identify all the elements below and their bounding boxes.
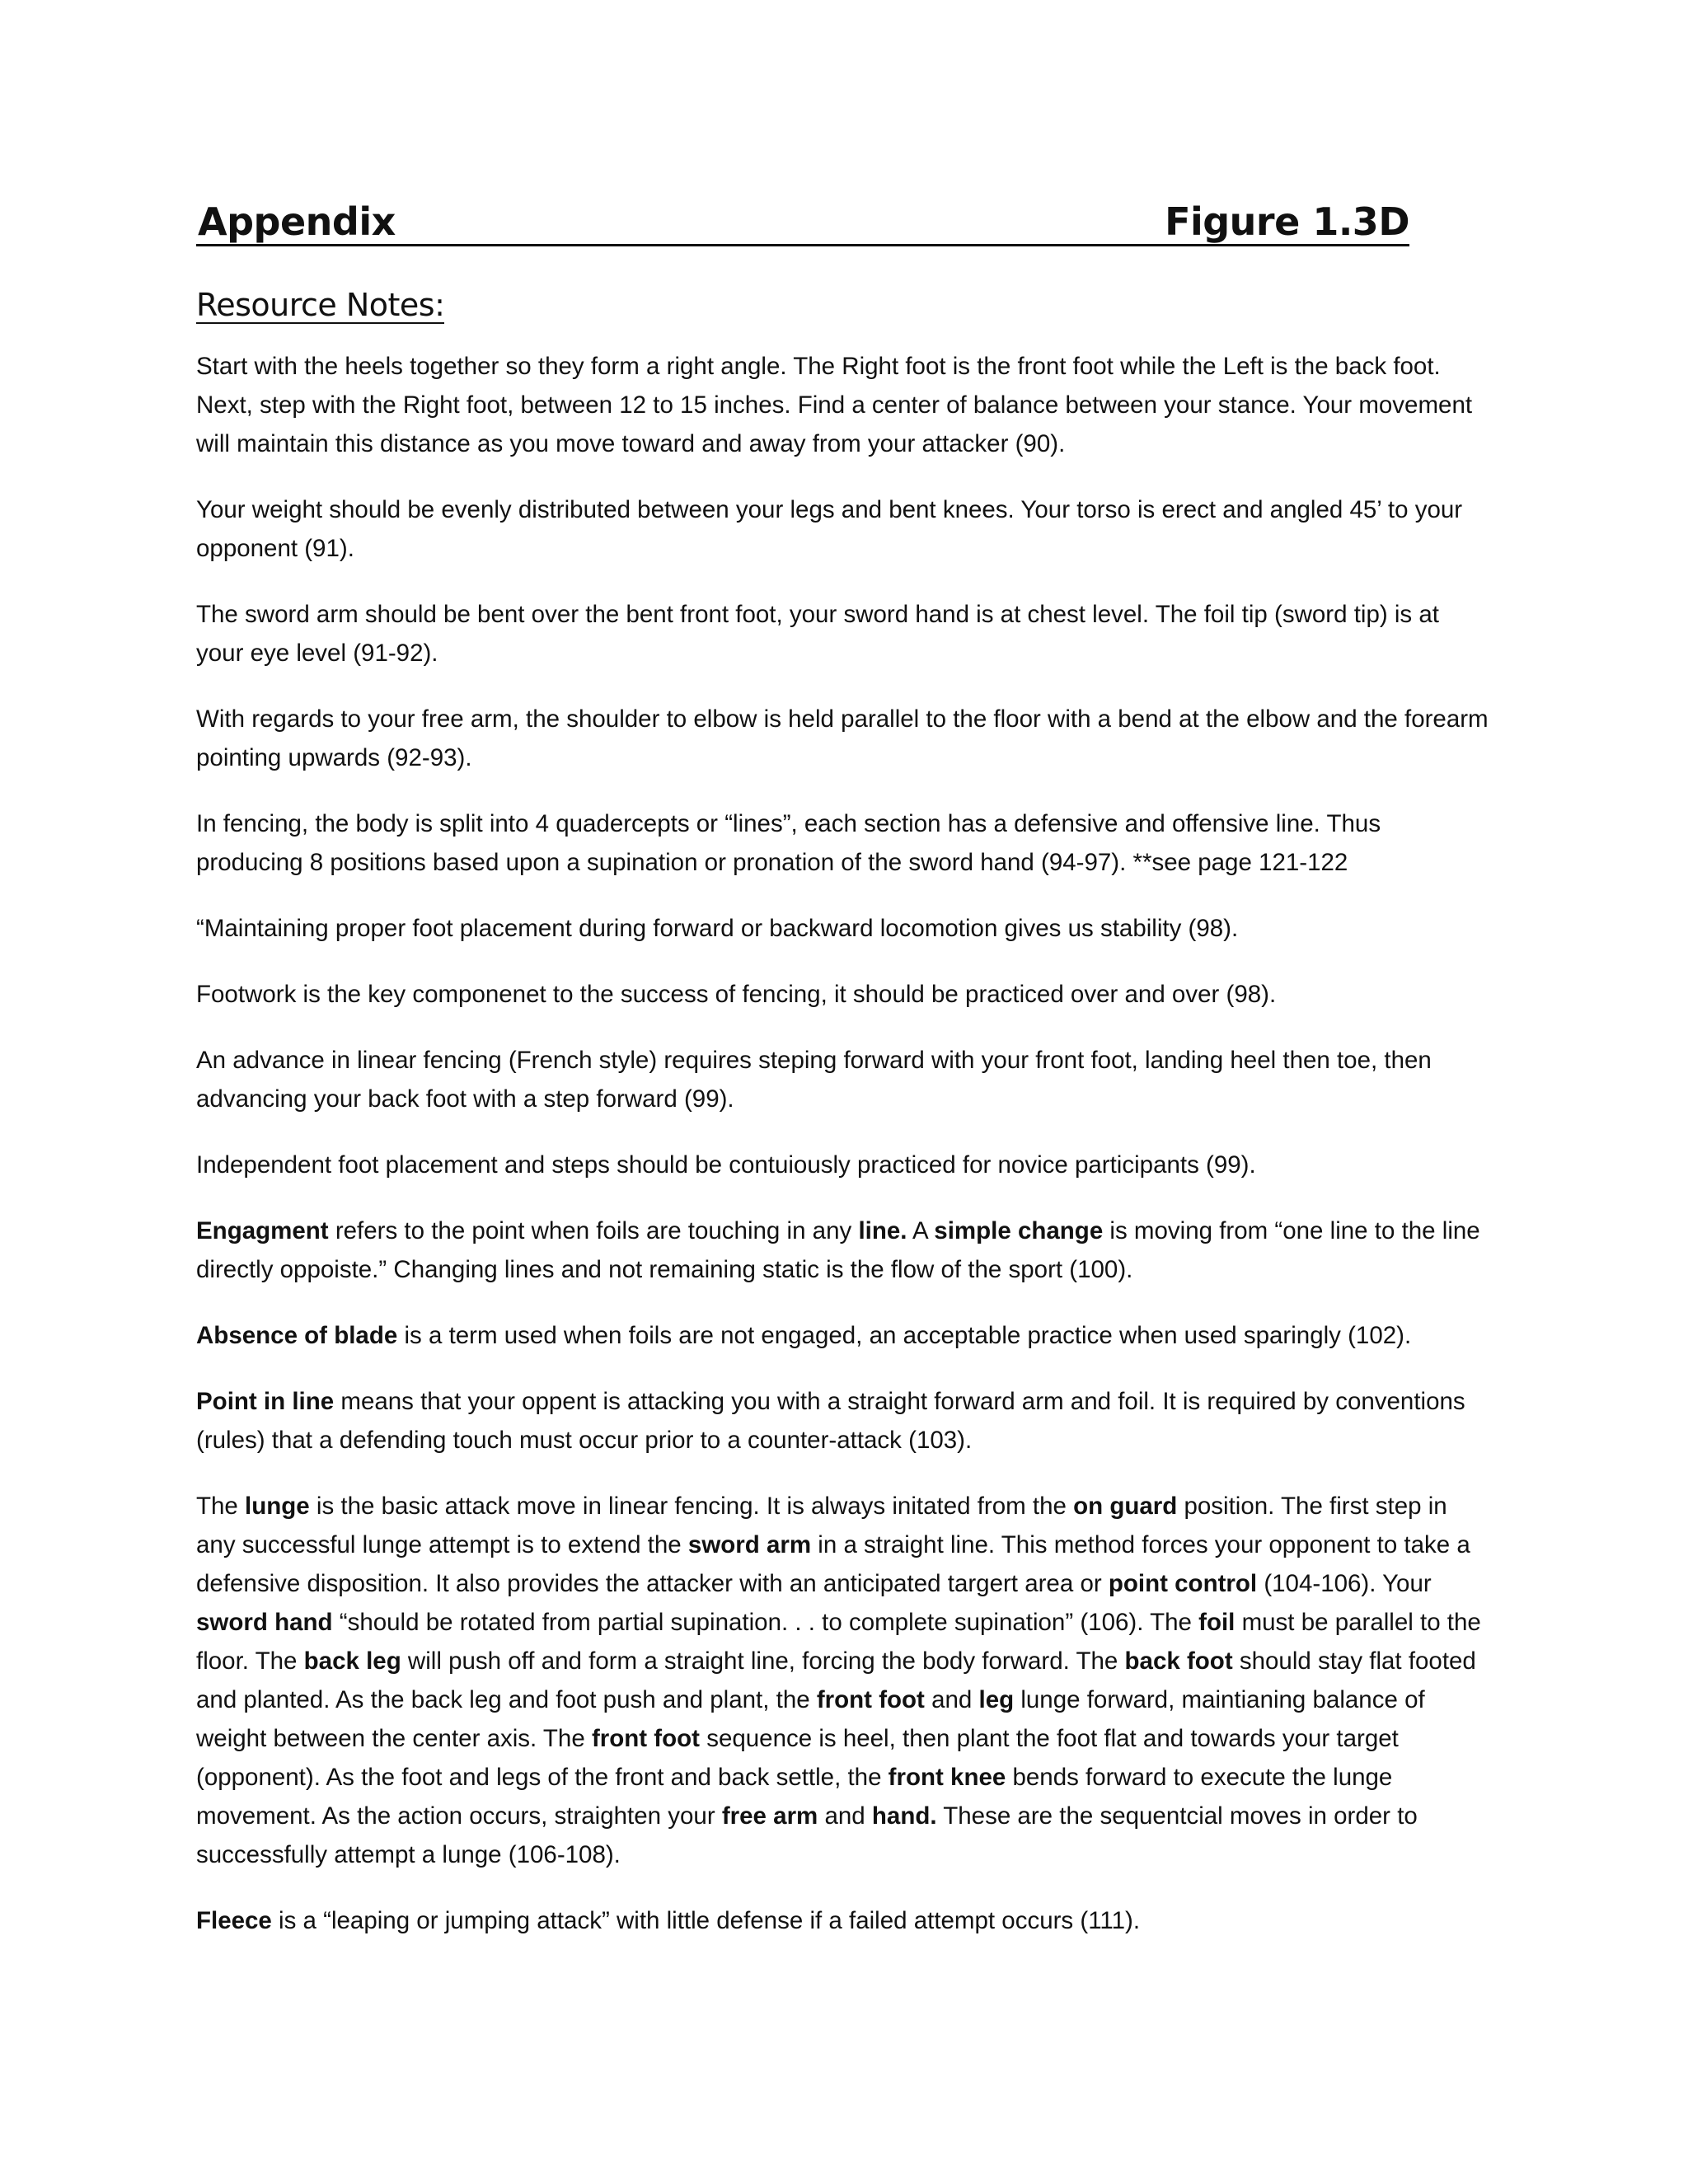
note-paragraph — [196, 975, 1490, 1014]
note-paragraph — [196, 700, 1490, 777]
note-text: sequence is heel, then plant the foot flat and towards your target (opponent). As the foot and legs of the front and back settle, the — [196, 1725, 1399, 1791]
bold-term: leg — [978, 1686, 1015, 1713]
bold-term: Fleece — [196, 1907, 272, 1934]
appendix-header — [196, 198, 1409, 246]
note-text: These are the sequentcial moves in order to successfully attempt a lunge (106-108). — [196, 1802, 1418, 1868]
bold-term: back foot — [1124, 1647, 1233, 1675]
note-text: is moving from “one line to the line directly oppoiste.” Changing lines and not remaining static is the flow of the sport (100). — [196, 1217, 1480, 1283]
bold-term: point control — [1108, 1570, 1258, 1597]
note-text: is a term used when foils are not engaged, an acceptable practice when used sparingly (102). — [397, 1322, 1412, 1349]
note-text: Footwork is the key componenet to the success of fencing, it should be practiced over and over (98). — [196, 981, 1277, 1008]
resource-notes-heading: Resource Notes: — [196, 287, 445, 323]
bold-term: front knee — [888, 1764, 1006, 1791]
note-paragraph — [196, 490, 1490, 568]
note-text: The sword arm should be bent over the bent front foot, your sword hand is at chest level. The foil tip (sword tip) is at your eye level (91-92). — [196, 601, 1439, 667]
note-text: bends forward to execute the lunge movement. As the action occurs, straighten your — [196, 1764, 1393, 1830]
note-text: With regards to your free arm, the shoulder to elbow is held parallel to the floor with a bend at the elbow and the forearm pointing upwards (92-93). — [196, 705, 1489, 771]
note-text: In fencing, the body is split into 4 quadercepts or “lines”, each section has a defensive and offensive line. Thus producing 8 positions based upon a supination or pronation of the sword hand (94-97). **see page 121-122 — [196, 810, 1381, 876]
note-text: A — [907, 1217, 935, 1244]
note-paragraph — [196, 595, 1490, 673]
bold-term: sword hand — [196, 1609, 333, 1636]
appendix-title: Appendix — [198, 199, 396, 244]
bold-term: foil — [1198, 1609, 1236, 1636]
note-text: Your weight should be evenly distributed between your legs and bent knees. Your torso is erect and angled 45’ to your opponent (91). — [196, 496, 1463, 562]
note-paragraph — [196, 1146, 1490, 1184]
note-text: “should be rotated from partial supination. . . to complete supination” (106). The — [332, 1609, 1199, 1636]
note-text: and — [924, 1686, 979, 1713]
note-paragraph — [196, 1041, 1490, 1118]
note-text: “Maintaining proper foot placement during forward or backward locomotion gives us stability (98). — [196, 915, 1239, 942]
note-paragraph — [196, 1382, 1490, 1460]
note-paragraph — [196, 909, 1490, 948]
figure-label: Figure 1.3D — [1165, 199, 1409, 244]
note-text: will push off and form a straight line, forcing the body forward. The — [401, 1647, 1125, 1675]
resource-notes-body — [196, 347, 1490, 1940]
note-paragraph — [196, 1901, 1490, 1940]
bold-term: Point in line — [196, 1388, 335, 1415]
note-text: An advance in linear fencing (French style) requires steping forward with your front foot, landing heel then toe, then advancing your back foot with a step forward (99). — [196, 1047, 1432, 1113]
bold-term: front foot — [591, 1725, 700, 1752]
note-text: means that your oppent is attacking you with a straight forward arm and foil. It is required by conventions (rules) that a defending touch must occur prior to a counter-attack (103). — [196, 1388, 1465, 1454]
note-paragraph — [196, 1212, 1490, 1289]
bold-term: Engagment — [196, 1217, 329, 1244]
document-page — [196, 198, 1490, 1967]
note-paragraph — [196, 804, 1490, 882]
note-text: (104-106). Your — [1257, 1570, 1432, 1597]
bold-term: back leg — [303, 1647, 401, 1675]
bold-term: hand. — [871, 1802, 937, 1830]
bold-term: sword arm — [687, 1531, 812, 1558]
note-text: must be parallel to the floor. The — [196, 1609, 1481, 1675]
bold-term: simple change — [934, 1217, 1104, 1244]
note-text: should stay flat footed and planted. As the back leg and foot push and plant, the — [196, 1647, 1476, 1713]
note-text: lunge forward, maintianing balance of weight between the center axis. The — [196, 1686, 1425, 1752]
bold-term: line. — [858, 1217, 907, 1244]
note-text: Independent foot placement and steps should be contuiously practiced for novice participants (99). — [196, 1151, 1256, 1179]
bold-term: on guard — [1073, 1493, 1178, 1520]
note-text: refers to the point when foils are touching in any — [328, 1217, 859, 1244]
note-text: is the basic attack move in linear fencing. It is always initated from the — [309, 1493, 1074, 1520]
note-paragraph — [196, 1487, 1490, 1874]
note-text: in a straight line. This method forces your opponent to take a defensive disposition. It also provides the attacker with an anticipated targert area or — [196, 1531, 1470, 1597]
bold-term: lunge — [245, 1493, 310, 1520]
note-text: position. The first step in any successful lunge attempt is to extend the — [196, 1493, 1447, 1558]
bold-term: Absence of blade — [196, 1322, 398, 1349]
note-paragraph — [196, 1316, 1490, 1355]
note-text: is a “leaping or jumping attack” with little defense if a failed attempt occurs (111). — [271, 1907, 1141, 1934]
bold-term: free arm — [721, 1802, 818, 1830]
note-text: The — [196, 1493, 246, 1520]
note-text: and — [818, 1802, 872, 1830]
note-text: Start with the heels together so they form a right angle. The Right foot is the front foot while the Left is the back foot. Next, step with the Right foot, between 12 to 15 inches. Find a center of balance between your stance. Your movement will maintain this distance as you move toward and away from your attacker (90). — [196, 353, 1473, 457]
bold-term: front foot — [816, 1686, 925, 1713]
note-paragraph — [196, 347, 1490, 463]
